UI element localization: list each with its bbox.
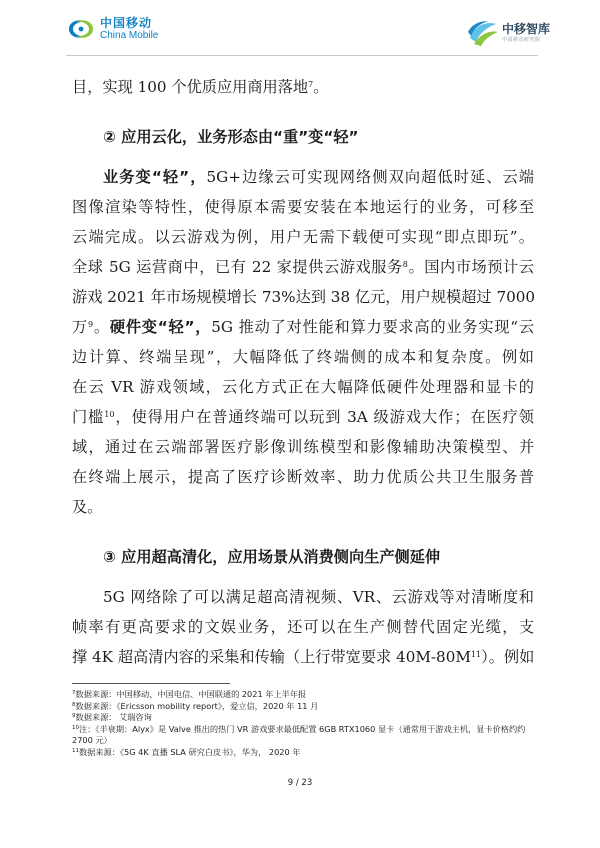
para2-line-2: 图像渲染等特性，使得原本需要安装在本地运行的业务，可移至 — [72, 198, 534, 216]
section-heading-cloud: ② 应用云化，业务形态由“重”变“轻” — [103, 128, 359, 146]
section-heading-uhd: ③ 应用超高清化，应用场景从消费侧向生产侧延伸 — [103, 548, 441, 566]
para2-line-11: 在终端上展示，提高了医疗诊断效率、助力优质公共卫生服务普 — [72, 468, 534, 486]
footnote-ref-11: 11 — [470, 650, 482, 659]
footnote-11: $^{11}$数据来源：《5G 4K 直播 SLA 研究白皮书》，华为， 2020 年 — [72, 746, 301, 757]
intro-line: 目，实现 100 个优质应用商用落地$^7$。 — [72, 78, 329, 96]
page-header — [0, 0, 600, 58]
footnote-9: $^9$数据来源： 艾瑞咨询 — [72, 712, 152, 722]
zhongyi-zhiku-mark-icon — [466, 18, 500, 48]
para2-line-4: 全球 5G 运营商中，已有 22 家提供云游戏服务$^8$。国内市场预计云 — [72, 258, 535, 276]
footnote-divider — [72, 683, 230, 684]
china-mobile-logo-cn: 中国移动 — [100, 16, 153, 30]
header-divider — [66, 55, 538, 56]
zhongyi-zhiku-logo — [466, 18, 550, 48]
zhongyi-zhiku-logo-cn: 中移智库 — [501, 22, 550, 36]
para2-line-1: 业务变“轻”，5G+边缘云可实现网络侧双向超低时延、云端 — [103, 168, 534, 186]
para2-line-10: 域，通过在云端部署医疗影像训练模型和影像辅助决策模型、并 — [72, 438, 534, 456]
para3-line-1: 5G 网络除了可以满足超高清视频、VR、云游戏等对清晰度和 — [103, 588, 534, 606]
footnotes — [72, 689, 542, 758]
china-mobile-logo — [66, 16, 158, 42]
para3-line-3: 撑 4K 超高清内容的采集和传输（上行带宽要求 $40M-80M^{11}$）。例如 — [72, 648, 535, 666]
footnote-ref-10: 10 — [104, 410, 115, 419]
page-number: 9 / 23 — [287, 778, 313, 788]
para2-line-12: 及。 — [72, 498, 103, 516]
footnote-7: $^7$数据来源：中国移动、中国电信、中国联通的 2021 年上半年报 — [72, 689, 307, 699]
para2-line-8: 在云 VR 游戏领域，云化方式正在大幅降低硬件处理器和显卡的 — [72, 378, 534, 396]
para2-line-3: 云端完成。以云游戏为例，用户无需下载便可实现“即点即玩”。 — [72, 228, 534, 246]
zhongyi-zhiku-logo-sub: 中国移动研究院 — [501, 37, 541, 43]
footnote-ref-7: 7 — [308, 80, 314, 89]
para2-line-6: 万$^9$。硬件变“轻”，5G 推动了对性能和算力要求高的业务实现“云 — [72, 318, 535, 336]
para2-line-7: 边计算、终端呈现”，大幅降低了终端侧的成本和复杂度。例如 — [72, 348, 534, 366]
china-mobile-logo-en: China Mobile — [100, 30, 159, 41]
para2-line-9: 门槛$^{10}$，使得用户在普通终端可以玩到 3A 级游戏大作；在医疗领 — [72, 408, 534, 426]
footnote-10: $^{10}$注：《半衰期：Alyx》是 Valve 推出的热门 VR 游戏要求最低配置 6GB RTX1060 显卡（通常用于游戏主机，显卡价格约约 2700 元） — [72, 723, 526, 745]
footnote-ref-9: 9 — [87, 320, 94, 329]
para2-line-5: 游戏 2021 年市场规模增长 73%达到 38 亿元，用户规模超过 7000 — [72, 288, 536, 306]
footnote-ref-8: 8 — [402, 260, 408, 269]
body-content — [72, 72, 534, 672]
para3-line-2: 帧率有更高要求的文娱业务，还可以在生产侧替代固定光缆，支 — [72, 618, 534, 636]
china-mobile-mark-icon — [66, 16, 96, 42]
footnote-8: $^8$数据来源：《Ericsson mobility report》，爱立信，2020 年 11 月 — [72, 700, 319, 711]
